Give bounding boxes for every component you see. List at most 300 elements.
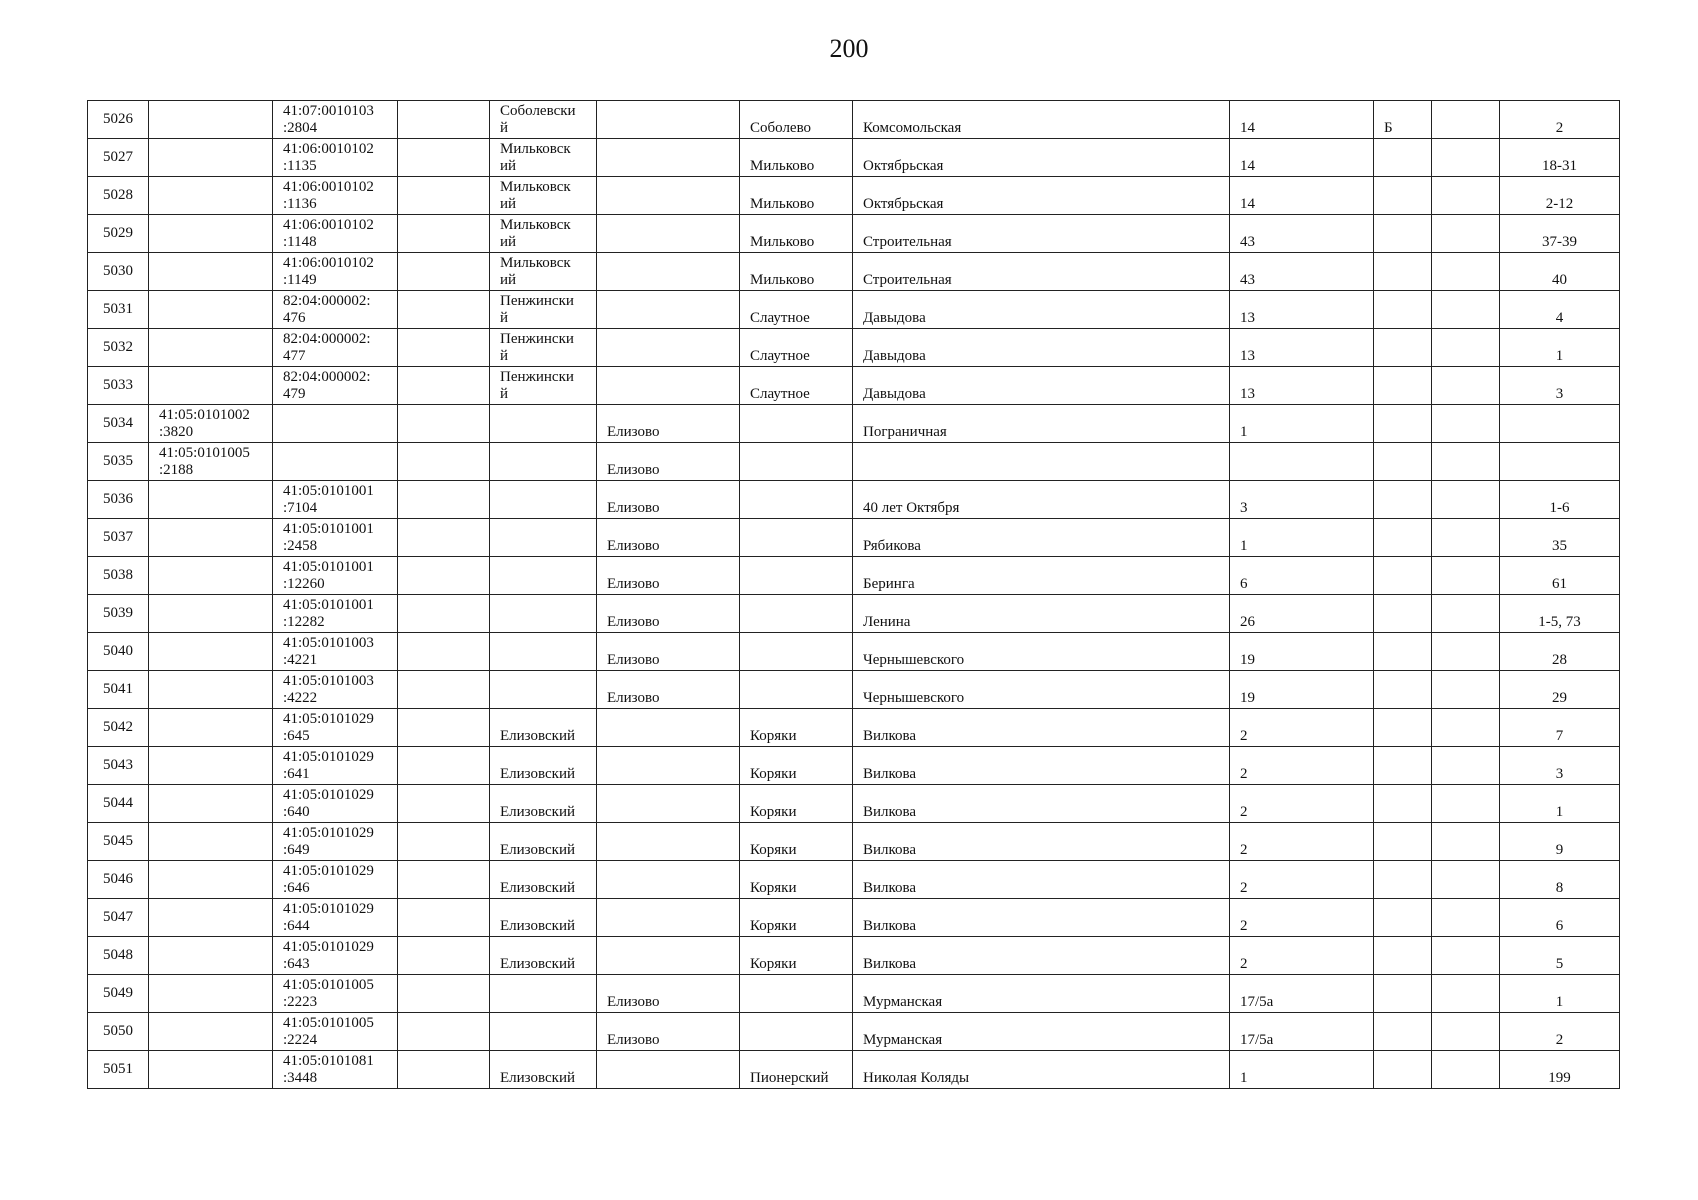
house-number-cell	[1230, 177, 1374, 215]
cadastral-number-b-text: 41:05:0101005 :2224	[283, 1015, 374, 1048]
settlement-text: Соболево	[750, 120, 812, 136]
house-number-text: 2	[1240, 956, 1248, 972]
house-number-cell	[1230, 595, 1374, 633]
cadastral-number-b-text: 41:05:0101029 :640	[283, 787, 374, 820]
empty-cell	[398, 367, 490, 405]
building-cell	[1432, 481, 1500, 519]
cadastral-number-a-cell	[149, 291, 273, 329]
cadastral-number-a-cell	[149, 747, 273, 785]
cadastral-number-b-text: 41:05:0101081 :3448	[283, 1053, 374, 1086]
table-row	[88, 367, 1620, 405]
empty-cell	[398, 481, 490, 519]
cadastral-number-a-cell	[149, 823, 273, 861]
apartment-text: 2-12	[1545, 196, 1574, 212]
street-cell	[853, 557, 1230, 595]
apartment-text: 18-31	[1542, 158, 1577, 174]
city-cell	[597, 823, 740, 861]
cadastral-number-a-cell	[149, 709, 273, 747]
cadastral-number-b-text: 41:05:0101029 :649	[283, 825, 374, 858]
house-number-text: 13	[1240, 386, 1255, 402]
building-cell	[1432, 671, 1500, 709]
city-cell	[597, 405, 740, 443]
apartment-text: 9	[1555, 842, 1564, 858]
settlement-cell	[740, 1051, 853, 1089]
city-text: Елизово	[607, 690, 660, 706]
house-number-cell	[1230, 633, 1374, 671]
apartment-text: 4	[1555, 310, 1564, 326]
street-text: Мурманская	[863, 1032, 943, 1048]
house-number-text: 2	[1240, 918, 1248, 934]
empty-cell	[398, 785, 490, 823]
street-text: Рябикова	[863, 538, 921, 554]
cadastral-number-b-cell	[273, 253, 398, 291]
city-cell	[597, 595, 740, 633]
district-cell	[490, 405, 597, 443]
table-row	[88, 633, 1620, 671]
apartment-cell	[1500, 1051, 1620, 1089]
cadastral-number-b-text: 41:05:0101029 :644	[283, 901, 374, 934]
district-cell	[490, 101, 597, 139]
settlement-text: Слаутное	[750, 348, 810, 364]
table-row	[88, 215, 1620, 253]
cadastral-number-a-cell	[149, 633, 273, 671]
empty-cell	[398, 937, 490, 975]
house-number-cell	[1230, 519, 1374, 557]
street-text: Мурманская	[863, 994, 943, 1010]
house-number-text: 13	[1240, 348, 1255, 364]
settlement-cell	[740, 443, 853, 481]
settlement-cell	[740, 861, 853, 899]
district-cell	[490, 975, 597, 1013]
city-cell	[597, 253, 740, 291]
city-cell	[597, 215, 740, 253]
cadastral-number-b-text: 41:05:0101029 :643	[283, 939, 374, 972]
record-number-cell: 5050	[88, 1013, 149, 1051]
apartment-cell	[1500, 253, 1620, 291]
record-number-cell: 5026	[88, 101, 149, 139]
house-number-text: 14	[1240, 120, 1255, 136]
settlement-cell	[740, 823, 853, 861]
settlement-text: Коряки	[750, 956, 797, 972]
district-text: Пенжински й	[500, 331, 574, 364]
house-letter-cell	[1374, 633, 1432, 671]
building-cell	[1432, 139, 1500, 177]
record-number-cell: 5029	[88, 215, 149, 253]
cadastral-number-b-text: 82:04:000002: 479	[283, 369, 371, 402]
cadastral-number-b-text: 41:05:0101003 :4221	[283, 635, 374, 668]
empty-cell	[398, 215, 490, 253]
district-cell	[490, 823, 597, 861]
apartment-cell	[1500, 177, 1620, 215]
record-number-cell: 5051	[88, 1051, 149, 1089]
settlement-cell	[740, 215, 853, 253]
record-number-cell: 5048	[88, 937, 149, 975]
settlement-cell	[740, 253, 853, 291]
city-cell	[597, 899, 740, 937]
apartment-text: 1	[1555, 804, 1564, 820]
building-cell	[1432, 367, 1500, 405]
apartment-cell	[1500, 443, 1620, 481]
house-letter-cell	[1374, 405, 1432, 443]
record-number-cell: 5027	[88, 139, 149, 177]
cadastral-number-b-cell	[273, 139, 398, 177]
district-text: Елизовский	[500, 728, 576, 744]
district-text: Мильковск ий	[500, 179, 571, 212]
building-cell	[1432, 291, 1500, 329]
district-text: Соболевски й	[500, 103, 576, 136]
house-number-cell	[1230, 747, 1374, 785]
street-cell	[853, 139, 1230, 177]
record-number-cell: 5043	[88, 747, 149, 785]
street-cell	[853, 785, 1230, 823]
apartment-text: 6	[1555, 918, 1564, 934]
settlement-text: Мильково	[750, 272, 815, 288]
record-number-cell: 5045	[88, 823, 149, 861]
cadastral-number-a-cell	[149, 481, 273, 519]
street-text: Октябрьская	[863, 158, 944, 174]
house-number-cell	[1230, 1013, 1374, 1051]
cadastral-number-b-cell	[273, 633, 398, 671]
street-cell	[853, 709, 1230, 747]
cadastral-number-b-cell	[273, 1013, 398, 1051]
street-cell	[853, 975, 1230, 1013]
street-cell	[853, 215, 1230, 253]
record-number-cell: 5049	[88, 975, 149, 1013]
cadastral-number-b-cell	[273, 367, 398, 405]
district-cell	[490, 443, 597, 481]
table-row	[88, 101, 1620, 139]
house-letter-cell	[1374, 899, 1432, 937]
building-cell	[1432, 823, 1500, 861]
settlement-cell	[740, 1013, 853, 1051]
house-letter-cell	[1374, 709, 1432, 747]
apartment-cell	[1500, 101, 1620, 139]
record-number-cell: 5037	[88, 519, 149, 557]
table-row	[88, 519, 1620, 557]
cadastral-number-a-cell	[149, 101, 273, 139]
apartment-text: 3	[1555, 766, 1564, 782]
city-cell	[597, 633, 740, 671]
house-letter-cell	[1374, 671, 1432, 709]
street-text: Строительная	[863, 234, 952, 250]
record-number-cell: 5038	[88, 557, 149, 595]
record-number-cell: 5028	[88, 177, 149, 215]
city-text: Елизово	[607, 576, 660, 592]
record-number-cell: 5032	[88, 329, 149, 367]
empty-cell	[398, 139, 490, 177]
cadastral-number-a-cell	[149, 1051, 273, 1089]
city-text: Елизово	[607, 538, 660, 554]
cadastral-number-b-cell	[273, 329, 398, 367]
cadastral-number-b-cell	[273, 215, 398, 253]
house-number-cell	[1230, 215, 1374, 253]
street-text: Вилкова	[863, 956, 917, 972]
street-cell	[853, 329, 1230, 367]
settlement-text: Мильково	[750, 234, 815, 250]
cadastral-number-a-cell	[149, 937, 273, 975]
table-row	[88, 861, 1620, 899]
house-number-cell	[1230, 975, 1374, 1013]
city-cell	[597, 481, 740, 519]
house-letter-cell	[1374, 823, 1432, 861]
empty-cell	[398, 101, 490, 139]
house-letter-cell	[1374, 557, 1432, 595]
building-text	[1432, 1087, 1499, 1088]
cadastral-number-b-cell	[273, 1051, 398, 1089]
apartment-cell	[1500, 291, 1620, 329]
record-number-cell: 5030	[88, 253, 149, 291]
empty-cell	[398, 671, 490, 709]
district-text: Мильковск ий	[500, 217, 571, 250]
record-number-cell: 5033	[88, 367, 149, 405]
street-text: Вилкова	[863, 842, 917, 858]
cadastral-number-b-cell	[273, 481, 398, 519]
district-cell	[490, 899, 597, 937]
apartment-text: 1-6	[1549, 500, 1570, 516]
street-cell	[853, 481, 1230, 519]
street-cell	[853, 101, 1230, 139]
house-number-cell	[1230, 557, 1374, 595]
cadastral-number-b-cell	[273, 671, 398, 709]
street-cell	[853, 823, 1230, 861]
street-cell	[853, 367, 1230, 405]
district-text: Елизовский	[500, 918, 576, 934]
cadastral-number-a-cell	[149, 899, 273, 937]
cadastral-number-b-cell	[273, 899, 398, 937]
house-number-text: 43	[1240, 234, 1255, 250]
settlement-cell	[740, 291, 853, 329]
district-cell	[490, 937, 597, 975]
empty-cell	[398, 291, 490, 329]
apartment-cell	[1500, 557, 1620, 595]
district-text: Пенжински й	[500, 293, 574, 326]
cadastral-number-a-cell	[149, 785, 273, 823]
empty-cell	[398, 861, 490, 899]
settlement-text: Мильково	[750, 158, 815, 174]
house-number-cell	[1230, 937, 1374, 975]
city-cell	[597, 557, 740, 595]
cadastral-number-b-cell	[273, 519, 398, 557]
settlement-cell	[740, 899, 853, 937]
district-cell	[490, 557, 597, 595]
building-cell	[1432, 975, 1500, 1013]
settlement-cell	[740, 481, 853, 519]
apartment-cell	[1500, 1013, 1620, 1051]
settlement-text: Слаутное	[750, 386, 810, 402]
cadastral-number-a-cell	[149, 557, 273, 595]
city-cell	[597, 101, 740, 139]
settlement-text: Коряки	[750, 842, 797, 858]
house-number-text: 17/5а	[1240, 1032, 1274, 1048]
house-letter-cell	[1374, 595, 1432, 633]
house-number-cell	[1230, 101, 1374, 139]
house-number-cell	[1230, 367, 1374, 405]
empty-cell	[398, 177, 490, 215]
house-letter-text: Б	[1384, 120, 1393, 136]
district-cell	[490, 861, 597, 899]
table-row	[88, 899, 1620, 937]
house-letter-cell	[1374, 215, 1432, 253]
settlement-text: Коряки	[750, 766, 797, 782]
district-cell	[490, 595, 597, 633]
table-row	[88, 709, 1620, 747]
settlement-cell	[740, 747, 853, 785]
cadastral-number-a-cell	[149, 329, 273, 367]
cadastral-number-b-cell	[273, 709, 398, 747]
cadastral-number-b-text: 41:05:0101029 :645	[283, 711, 374, 744]
apartment-cell	[1500, 671, 1620, 709]
settlement-text: Коряки	[750, 728, 797, 744]
cadastral-number-b-text: 41:05:0101029 :641	[283, 749, 374, 782]
empty-cell	[398, 899, 490, 937]
table-row	[88, 139, 1620, 177]
district-cell	[490, 215, 597, 253]
settlement-cell	[740, 671, 853, 709]
street-text: Октябрьская	[863, 196, 944, 212]
apartment-text: 8	[1555, 880, 1564, 896]
house-letter-cell	[1374, 291, 1432, 329]
cadastral-number-b-text: 41:05:0101001 :12282	[283, 597, 374, 630]
apartment-cell	[1500, 823, 1620, 861]
house-number-text: 17/5а	[1240, 994, 1274, 1010]
empty-cell	[398, 329, 490, 367]
apartment-cell	[1500, 481, 1620, 519]
building-cell	[1432, 177, 1500, 215]
city-cell	[597, 671, 740, 709]
settlement-text: Коряки	[750, 918, 797, 934]
table-row	[88, 329, 1620, 367]
street-cell	[853, 291, 1230, 329]
house-letter-cell	[1374, 481, 1432, 519]
table-row	[88, 975, 1620, 1013]
cadastral-number-a-cell	[149, 215, 273, 253]
empty-cell	[398, 253, 490, 291]
city-text: Елизово	[607, 994, 660, 1010]
street-text: Пограничная	[863, 424, 947, 440]
record-number-cell: 5031	[88, 291, 149, 329]
table-row	[88, 405, 1620, 443]
building-cell	[1432, 785, 1500, 823]
apartment-cell	[1500, 405, 1620, 443]
record-number-cell: 5046	[88, 861, 149, 899]
cadastral-number-b-cell	[273, 975, 398, 1013]
apartment-text: 40	[1552, 272, 1567, 288]
apartment-cell	[1500, 215, 1620, 253]
settlement-text: Пионерский	[750, 1070, 829, 1086]
district-cell	[490, 747, 597, 785]
settlement-cell	[740, 937, 853, 975]
cadastral-number-b-text: 41:05:0101001 :12260	[283, 559, 374, 592]
building-cell	[1432, 899, 1500, 937]
building-cell	[1432, 405, 1500, 443]
cadastral-number-b-cell	[273, 291, 398, 329]
city-cell	[597, 1051, 740, 1089]
building-cell	[1432, 937, 1500, 975]
cadastral-number-a-cell	[149, 253, 273, 291]
settlement-text: Мильково	[750, 196, 815, 212]
apartment-cell	[1500, 709, 1620, 747]
street-text: Беринга	[863, 576, 915, 592]
registry-table	[87, 100, 1620, 1089]
settlement-cell	[740, 139, 853, 177]
street-cell	[853, 671, 1230, 709]
apartment-cell	[1500, 785, 1620, 823]
street-cell	[853, 861, 1230, 899]
street-text: 40 лет Октября	[863, 500, 960, 516]
table-row	[88, 747, 1620, 785]
apartment-cell	[1500, 367, 1620, 405]
street-cell	[853, 1013, 1230, 1051]
apartment-text: 2	[1555, 120, 1564, 136]
house-letter-cell	[1374, 1051, 1432, 1089]
cadastral-number-b-cell	[273, 937, 398, 975]
street-text: Николая Коляды	[863, 1070, 970, 1086]
table-row	[88, 1051, 1620, 1089]
city-cell	[597, 291, 740, 329]
house-letter-cell	[1374, 975, 1432, 1013]
street-cell	[853, 519, 1230, 557]
building-cell	[1432, 747, 1500, 785]
street-text: Вилкова	[863, 880, 917, 896]
house-number-text: 6	[1240, 576, 1248, 592]
cadastral-number-a-cell	[149, 1013, 273, 1051]
empty-cell	[398, 1051, 490, 1089]
table-row	[88, 823, 1620, 861]
cadastral-number-a-text	[149, 1087, 272, 1088]
cadastral-number-b-cell	[273, 557, 398, 595]
district-cell	[490, 329, 597, 367]
record-number-cell: 5034	[88, 405, 149, 443]
city-text	[597, 1087, 739, 1088]
house-number-text: 1	[1240, 1070, 1248, 1086]
record-number-cell: 5039	[88, 595, 149, 633]
street-cell	[853, 253, 1230, 291]
table-row	[88, 557, 1620, 595]
cadastral-number-a-cell	[149, 519, 273, 557]
city-text: Елизово	[607, 462, 660, 478]
house-letter-cell	[1374, 139, 1432, 177]
settlement-text: Коряки	[750, 880, 797, 896]
street-text: Давыдова	[863, 386, 926, 402]
apartment-cell	[1500, 937, 1620, 975]
city-cell	[597, 329, 740, 367]
district-text: Елизовский	[500, 842, 576, 858]
district-cell	[490, 1013, 597, 1051]
cadastral-number-b-cell	[273, 785, 398, 823]
house-number-cell	[1230, 785, 1374, 823]
record-number-cell: 5044	[88, 785, 149, 823]
city-cell	[597, 747, 740, 785]
apartment-text: 199	[1548, 1070, 1571, 1086]
cadastral-number-b-text: 41:05:0101001 :2458	[283, 521, 374, 554]
cadastral-number-b-cell	[273, 823, 398, 861]
house-letter-cell	[1374, 443, 1432, 481]
table-row	[88, 595, 1620, 633]
apartment-text: 1-5, 73	[1538, 614, 1581, 630]
building-cell	[1432, 709, 1500, 747]
record-number-cell: 5042	[88, 709, 149, 747]
apartment-text: 5	[1555, 956, 1564, 972]
table-row	[88, 253, 1620, 291]
city-cell	[597, 177, 740, 215]
district-cell	[490, 709, 597, 747]
house-number-cell	[1230, 1051, 1374, 1089]
house-number-text: 2	[1240, 880, 1248, 896]
building-cell	[1432, 1013, 1500, 1051]
city-cell	[597, 785, 740, 823]
house-letter-cell	[1374, 519, 1432, 557]
record-number-cell: 5036	[88, 481, 149, 519]
